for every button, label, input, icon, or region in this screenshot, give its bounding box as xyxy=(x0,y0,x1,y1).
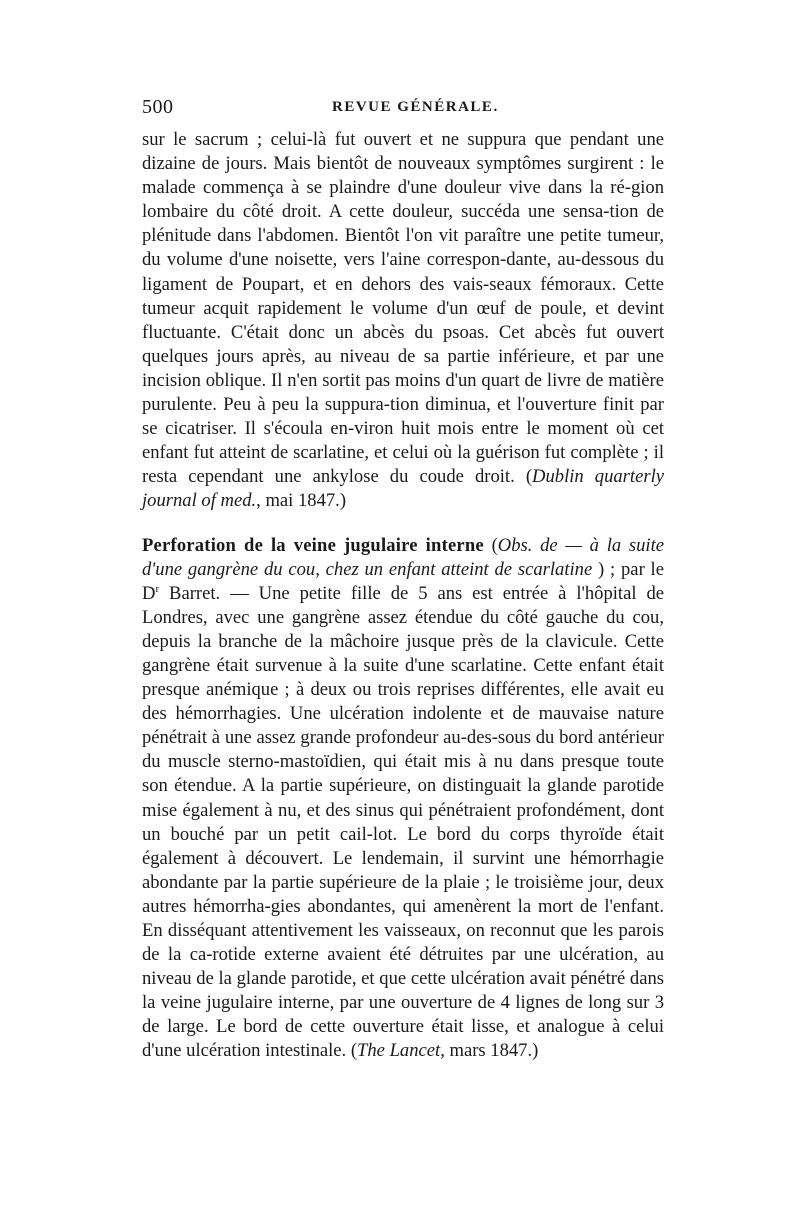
observation-subtitle: Obs. de — à la suite d'une gangrène du cou, chez un enfant atteint de scarlatine xyxy=(142,534,664,580)
citation-date: , mars 1847.) xyxy=(440,1040,539,1062)
citation-date: , mai 1847.) xyxy=(256,490,347,512)
paragraph-psoas-abscess xyxy=(142,128,664,514)
journal-citation: The Lancet xyxy=(357,1040,441,1062)
obs-open: ( xyxy=(483,534,498,556)
author-prefix: ) ; par le D xyxy=(142,558,664,604)
journal-citation: Dublin quarterly journal of med. xyxy=(142,466,664,512)
paragraph-text: Barret. — Une petite fille de 5 ans est entrée à l'hôpital de Londres, avec une gangrène assez étendue du côté gauche du cou, depuis la branche de la mâchoire jusque près de la clavicule. Cette gangrène était survenue à la suite d'une scarlatine. Cette enfant était presque anémique ; à deux ou trois reprises différentes, elle avait eu des hémorrhagies. Une ulcération indolente et de mauvaise nature pénétrait à une assez grande profondeur au-des-sous du bord antérieur du muscle sterno-mastoïdien, qui était mis à nu dans presque toute son étendue. A la partie supérieure, on distinguait la glande parotide mise également à nu, et des sinus qui pénétraient profondément, dont un bouché par un petit cail-lot. Le bord du corps thyroïde était également à découvert. Le lendemain, il survint une hémorrhagie abondante par la partie supérieure de la plaie ; le troisième jour, deux autres hémorrha-gies abondantes, qui amenèrent la mort de l'enfant. En disséquant attentivement les vaisseaux, on reconnut que les parois de la ca-rotide externe avaient été détruites par une ulcération, au niveau de la glande parotide, et que cette ulcération avait pénétré dans la veine jugulaire interne, par une ouverture de 4 lignes de long sur 3 de large. Le bord de cette ouverture était lisse, et analogue à celui d'une ulcération intestinale. ( xyxy=(142,582,664,1062)
running-header xyxy=(142,96,664,126)
book-page xyxy=(142,96,664,1064)
page-number: 500 xyxy=(142,96,174,118)
doctor-superscript: r xyxy=(155,582,160,595)
paragraph-jugular-perforation xyxy=(142,534,664,1064)
section-heading: Perforation de la veine jugulaire interne xyxy=(142,534,484,556)
paragraph-text: sur le sacrum ; celui-là fut ouvert et ne suppura que pendant une dizaine de jours. Mais bientôt de nouveaux symptômes surgirent : le malade commença à se plaindre d'une douleur vive dans la ré-gion lombaire du côté droit. A cette douleur, succéda une sensa-tion de plénitude dans l'abdomen. Bientôt l'on vit paraître une petite tumeur, du volume d'une noisette, vers l'aine correspon-dante, au-dessous du ligament de Poupart, et en dehors des vais-seaux fémoraux. Cette tumeur acquit rapidement le volume d'un œuf de poule, et devint fluctuante. C'était donc un abcès du psoas. Cet abcès fut ouvert quelques jours après, au niveau de sa partie inférieure, et par une incision oblique. Il n'en sortit pas moins d'un quart de livre de matière purulente. Peu à peu la suppura-tion diminua, et l'ouverture finit par se cicatriser. Il s'écoula en-viron huit mois entre le moment où cet enfant fut atteint de scarlatine, et celui où la guérison fut complète ; il resta cependant une ankylose du coude droit. ( xyxy=(142,129,664,488)
running-title: REVUE GÉNÉRALE. xyxy=(332,99,499,115)
